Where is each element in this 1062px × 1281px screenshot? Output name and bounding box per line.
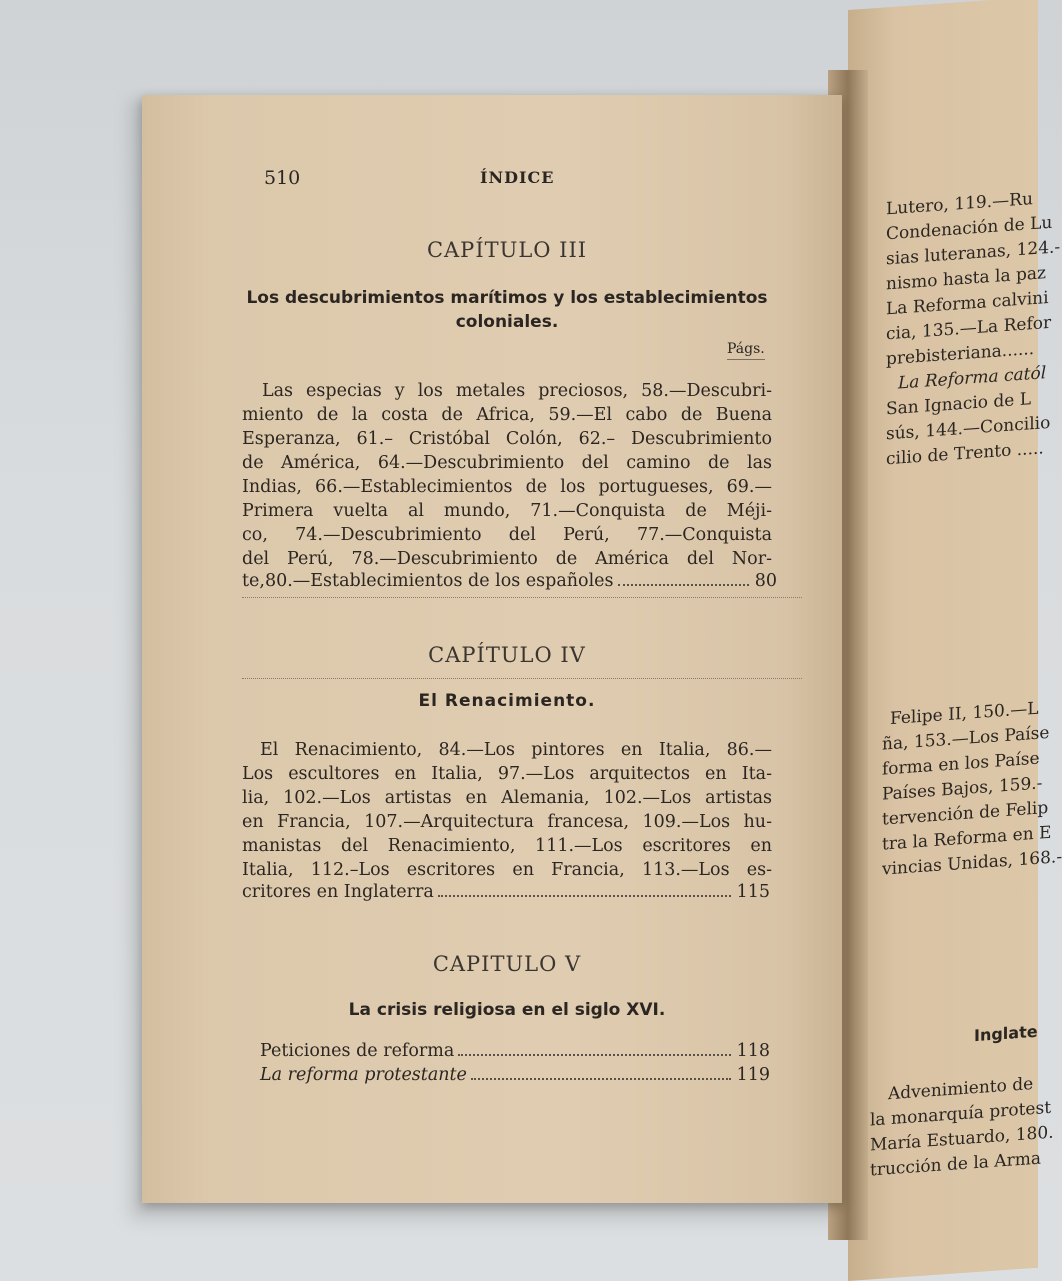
dot-leader [618,584,749,586]
right-block-1 [886,185,1060,472]
summary-line: Las especias y los metales preciosos, 58.—Descubri- [262,381,772,401]
right-line: San Ignacio de L [886,389,1032,420]
chapter-summary [242,379,772,571]
right-line: sias luteranas, 124.- [886,237,1061,270]
chapter-subtitle: La crisis religiosa en el siglo XVI. [348,1000,666,1020]
entry-page-number: 80 [754,571,777,591]
entry-text: La reforma protestante [260,1065,467,1085]
summary-line: co, 74.—Descubrimiento del Perú, 77.—Conquista [242,525,772,545]
right-line: Países Bajos, 159.- [882,773,1043,805]
divider [242,597,802,598]
toc-entry-last [242,882,770,902]
toc-entry-last [242,571,777,591]
entry-text: Peticiones de reforma [260,1041,455,1061]
right-block-2 [882,695,1062,883]
dot-leader [438,895,731,897]
right-line: Advenimiento de [888,1074,1034,1105]
dot-leader [458,1054,730,1056]
running-title: ÍNDICE [480,168,555,187]
right-line: cia, 135.—La Refor [886,312,1052,345]
right-line: nismo hasta la paz [886,263,1046,295]
chapter-subtitle: El Renacimiento. [418,691,596,711]
summary-line: Los escultores en Italia, 97.—Los arquitectos en Ita- [242,764,772,784]
right-line: La Reforma catól [898,363,1047,394]
right-line: tervención de Felip [882,797,1049,830]
entry-page-number: 119 [736,1065,770,1085]
divider [242,678,802,679]
right-line: prebisteriana...... [886,338,1035,370]
summary-line: lia, 102.—Los artistas en Alemania, 102.—Los artistas [242,788,772,808]
right-line: ña, 153.—Los Paíse [882,722,1050,755]
toc-entry [260,1065,770,1085]
pags-label: Págs. [727,341,765,360]
right-line: vincias Unidas, 168.- [882,847,1062,880]
right-line: La Reforma calvini [886,287,1049,320]
right-line: sús, 144.—Concilio [886,412,1051,445]
chapter-heading: CAPITULO V [432,952,582,976]
entry-text: critores en Inglaterra [242,882,434,902]
page-number: 510 [264,167,301,189]
toc-entry [260,1041,770,1061]
summary-line: en Francia, 107.—Arquitectura francesa, 109.—Los hu- [242,812,772,832]
summary-line: del Perú, 78.—Descubrimiento de América del Nor- [242,549,772,569]
subtitle-line: coloniales. [455,312,559,332]
subtitle-line: Los descubrimientos marítimos y los establecimientos [246,288,768,308]
chapter-subtitle [242,288,772,332]
right-line: forma en los Paíse [882,748,1040,780]
summary-line: de América, 64.—Descubrimiento del camino de las [242,453,772,473]
right-line: tra la Reforma en E [882,822,1052,855]
right-section-heading: Inglate [974,1021,1038,1046]
entry-page-number: 115 [736,882,770,902]
right-page [848,0,1062,1281]
chapter-heading: CAPÍTULO III [426,238,588,262]
right-line: María Estuardo, 180. [870,1122,1054,1156]
summary-line: manistas del Renacimiento, 111.—Los escritores en [242,836,772,856]
right-line: trucción de la Arma [870,1148,1041,1181]
chapter-heading: CAPÍTULO IV [428,643,586,667]
summary-line: Indias, 66.—Establecimientos de los portugueses, 69.— [242,477,772,497]
summary-line: Primera vuelta al mundo, 71.—Conquista de Méji- [242,501,772,521]
right-line: Felipe II, 150.—L [890,698,1039,730]
entry-text: te,80.—Establecimientos de los españoles [242,571,614,591]
chapter-summary [242,738,772,882]
dot-leader [471,1078,731,1080]
right-line: la monarquía protest [870,1097,1052,1131]
right-line: cilio de Trento ..... [886,438,1044,470]
summary-line: Italia, 112.–Los escritores en Francia, 113.—Los es- [242,860,772,880]
right-block-3 [870,1071,1054,1184]
right-line: Condenación de Lu [886,212,1053,245]
left-page [142,95,842,1203]
summary-line: miento de la costa de Africa, 59.—El cabo de Buena [242,405,772,425]
summary-line: Esperanza, 61.– Cristóbal Colón, 62.– Descubrimiento [242,429,772,449]
right-line: Lutero, 119.—Ru [886,189,1033,220]
summary-line: El Renacimiento, 84.—Los pintores en Italia, 86.— [260,740,772,760]
entry-page-number: 118 [736,1041,770,1061]
